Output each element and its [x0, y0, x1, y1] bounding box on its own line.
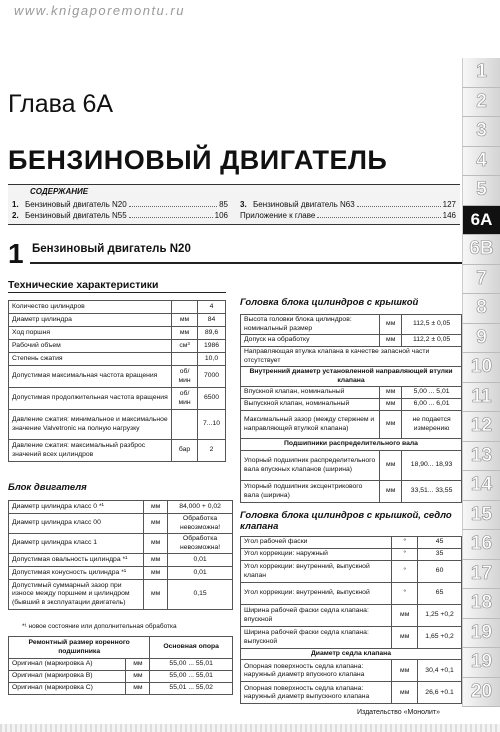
chapter-tab[interactable]: 14 — [462, 471, 500, 501]
footnote: *¹ новое состояние или дополнительная обработка — [22, 623, 177, 630]
chapter-tab[interactable]: 4 — [462, 147, 500, 177]
bottom-strip — [0, 724, 500, 732]
toc-entry[interactable] — [12, 199, 228, 210]
table-row: Ход поршня мм 89,6 — [9, 327, 226, 340]
chapter-tab[interactable]: 17 — [462, 560, 500, 590]
table-row: Ширина рабочей фаски седла клапана: впускной мм 1,25 +0,2 — [241, 605, 462, 627]
column-header: Ремонтный размер коренного подшипника — [9, 637, 150, 659]
toc-entry-text: Бензиновый двигатель N63 — [253, 200, 355, 209]
toc-entry-page: 85 — [219, 200, 228, 209]
chapter-tab[interactable]: 9 — [462, 324, 500, 354]
chapter-tab[interactable]: 6A — [462, 206, 500, 236]
block-heading: Блок двигателя — [8, 482, 87, 493]
chapter-tab[interactable]: 18 — [462, 589, 500, 619]
table-row: Давление сжатия: максимальный разброс значений всех цилиндров бар 2 — [9, 440, 226, 462]
table-row: Диаметр цилиндра мм 84 — [9, 314, 226, 327]
section-number: 1 — [8, 238, 24, 269]
chapter-tab[interactable]: 11 — [462, 383, 500, 413]
tech-specs-heading: Технические характеристики — [8, 279, 159, 291]
table-row: Угол коррекции: внутренний, выпускной клапан ° 60 — [241, 561, 462, 583]
toc-entry[interactable] — [240, 199, 456, 210]
column-header: Основная опора — [150, 637, 233, 659]
table-row: Выпускной клапан, номинальный мм 6,00 ... 6,01 — [241, 399, 462, 411]
chapter-tab[interactable]: 13 — [462, 442, 500, 472]
publisher-footer: Издательство «Монолит» — [356, 709, 440, 716]
toc-entry-number: 2. — [12, 211, 19, 220]
toc-entry-number: 1. — [12, 200, 19, 209]
table-row: Допустимая максимальная частота вращения об/ мин 7000 — [9, 366, 226, 388]
toc-entry-text: Приложение к главе — [240, 211, 316, 220]
table-of-contents — [8, 184, 460, 225]
toc-entry[interactable] — [12, 210, 228, 221]
chapter-tab[interactable]: 12 — [462, 412, 500, 442]
chapter-tab[interactable]: 20 — [462, 678, 500, 708]
table-header-row — [9, 637, 233, 659]
chapter-tabs — [462, 58, 500, 707]
head-heading: Головка блока цилиндров с крышкой — [240, 297, 419, 308]
table-row: Ширина рабочей фаски седла клапана: выпускной мм 1,65 +0,2 — [241, 627, 462, 649]
table-row: Упорный подшипник распределительного вала впускных клапанов (ширина) мм 18,90... 18,93 — [241, 451, 462, 481]
table-row: Допустимая овальность цилиндра *¹ мм 0,01 — [9, 554, 233, 567]
table-row: Оригинал (маркировка С) мм 55,01 ... 55,02 — [9, 683, 233, 695]
section-title: Бензиновый двигатель N20 — [32, 243, 191, 255]
chapter-tab[interactable]: 10 — [462, 353, 500, 383]
cylinder-head-table — [240, 314, 462, 503]
toc-entry-text: Бензиновый двигатель N20 — [25, 200, 127, 209]
table-row: Оригинал (маркировка В) мм 55,00 ... 55,01 — [9, 671, 233, 683]
table-row: Диаметр цилиндра класс 0 *¹ мм 84,000 + 0,02 — [9, 501, 233, 514]
table-subheader: Подшипники распределительного вала — [241, 439, 462, 451]
section-divider — [30, 262, 462, 264]
table-row: Количество цилиндров 4 — [9, 301, 226, 314]
chapter-tab[interactable]: 16 — [462, 530, 500, 560]
table-row: Рабочий объем см³ 1986 — [9, 340, 226, 353]
chapter-tab[interactable]: 7 — [462, 265, 500, 295]
tech-specs-divider — [8, 292, 226, 293]
table-row: Впускной клапан, номинальный мм 5,00 ... 5,01 — [241, 387, 462, 399]
chapter-label: Глава 6А — [8, 90, 114, 118]
chapter-tab[interactable]: 1 — [462, 58, 500, 88]
toc-entry-page: 146 — [442, 211, 456, 220]
table-row: Направляющая втулка клапана в качестве запасной части отсутствует — [241, 347, 462, 367]
chapter-tab[interactable]: 2 — [462, 88, 500, 118]
chapter-tab[interactable]: 19 — [462, 648, 500, 678]
chapter-tab[interactable]: 15 — [462, 501, 500, 531]
table-row: Угол рабочей фаски ° 45 — [241, 537, 462, 549]
toc-entry-page: 106 — [214, 211, 228, 220]
table-row: Допустимая конусность цилиндра *¹ мм 0,01 — [9, 567, 233, 580]
leader-dots — [357, 199, 441, 207]
table-row: Высота головки блока цилиндров: номинальный размер мм 112,5 ± 0,05 — [241, 315, 462, 335]
table-row: Давление сжатия: минимальное и максимальное значение Valvetronic на полную нагрузку 7...10 — [9, 410, 226, 440]
page-title: БЕНЗИНОВЫЙ ДВИГАТЕЛЬ — [8, 145, 388, 175]
toc-entry-number: 3. — [240, 200, 247, 209]
table-row: Допуск на обработку мм 112,2 ± 0,05 — [241, 335, 462, 347]
table-row: Упорный подшипник эксцентрикового вала (ширина) мм 33,51... 33,55 — [241, 481, 462, 503]
table-row: Максимальный зазор (между стержнем и направляющей втулкой клапана) мм не подается измерению — [241, 411, 462, 439]
table-row: Оригинал (маркировка А) мм 55,00 ... 55,01 — [9, 659, 233, 671]
table-subheader: Диаметр седла клапана — [241, 649, 462, 660]
chapter-tab[interactable]: 3 — [462, 117, 500, 147]
chapter-tab[interactable]: 5 — [462, 176, 500, 206]
bearings-table — [8, 636, 233, 695]
site-watermark: www.knigaporemontu.ru — [14, 3, 185, 18]
table-row: Допустимая продолжительная частота вращения об/ мин 6500 — [9, 388, 226, 410]
toc-entry[interactable] — [240, 210, 456, 221]
toc-right-column — [240, 199, 456, 221]
toc-entry-page: 127 — [442, 200, 456, 209]
table-row: Диаметр цилиндра класс 1 мм Обработка невозможна! — [9, 534, 233, 554]
chapter-tab[interactable]: 8 — [462, 294, 500, 324]
toc-entry-text: Бензиновый двигатель N55 — [25, 211, 127, 220]
toc-left-column — [12, 199, 228, 221]
table-subheader: Внутренний диаметр установленной направляющей втулки клапана — [241, 367, 462, 387]
table-row: Степень сжатия 10,0 — [9, 353, 226, 366]
specs-table — [8, 300, 226, 462]
leader-dots — [317, 210, 440, 218]
valve-seat-table — [240, 536, 462, 704]
table-row: Допустимый суммарный зазор при износе между поршнем и цилиндром (бывший в эксплуатации двигатель) мм 0,15 — [9, 580, 233, 610]
table-row: Угол коррекции: наружный ° 35 — [241, 549, 462, 561]
chapter-tab[interactable]: 19 — [462, 619, 500, 649]
leader-dots — [129, 210, 213, 218]
table-row: Угол коррекции: внутренний, выпускной ° 65 — [241, 583, 462, 605]
leader-dots — [129, 199, 217, 207]
table-row: Диаметр цилиндра класс 00 мм Обработка невозможна! — [9, 514, 233, 534]
block-table — [8, 500, 233, 610]
table-row: Опорная поверхность седла клапана: наружный диаметр выпускного клапана мм 26,6 +0.1 — [241, 682, 462, 704]
chapter-tab[interactable]: 6B — [462, 235, 500, 265]
seat-heading: Головка блока цилиндров с крышкой, седло клапана — [240, 510, 452, 532]
toc-heading: СОДЕРЖАНИЕ — [30, 187, 89, 196]
table-row: Опорная поверхность седла клапана: наружный диаметр впускного клапана мм 30,4 +0,1 — [241, 660, 462, 682]
